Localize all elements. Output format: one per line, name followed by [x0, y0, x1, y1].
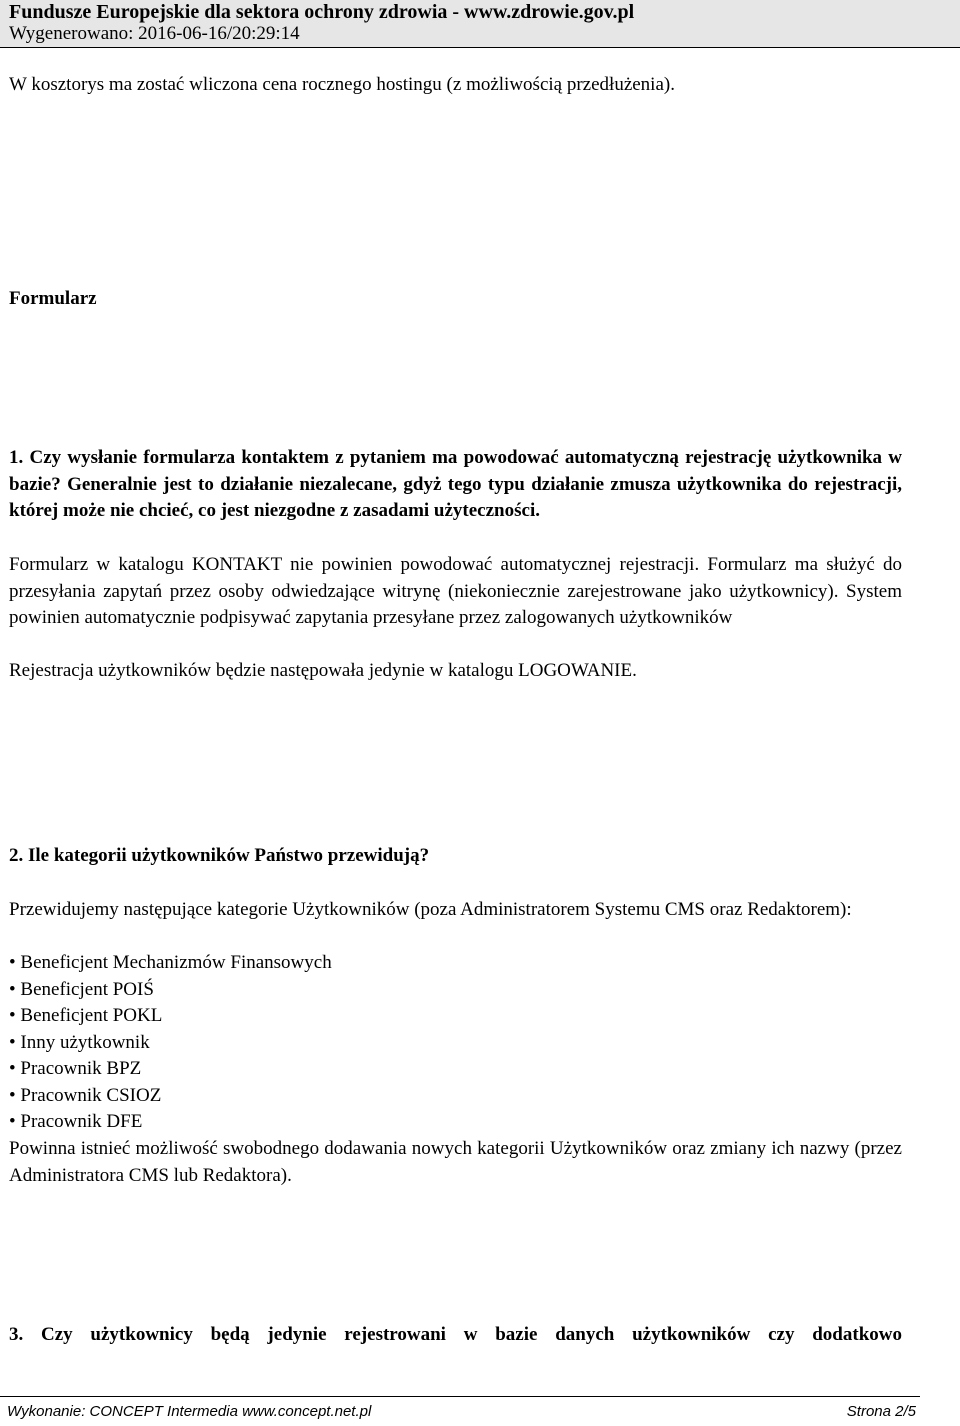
question-1: 1. Czy wysłanie formularza kontaktem z pytaniem ma powodować automatyczną rejestrację użytkownika w bazie? Generalnie jest to działanie niezalecane, gdyż tego typu działanie zmusza użytkownika do rejestracji, której może nie chcieć, co jest niezgodne z zasadami użyteczności.	[9, 447, 902, 521]
question-2: 2. Ile kategorii użytkowników Państwo przewidują?	[9, 845, 430, 866]
footer-credit: Wykonanie: CONCEPT Intermedia www.concept.net.pl	[7, 1403, 372, 1420]
list-item: • Beneficjent POKL	[9, 1003, 332, 1030]
list-item: • Pracownik BPZ	[9, 1056, 332, 1083]
list-item: • Pracownik CSIOZ	[9, 1083, 332, 1110]
page-header	[0, 0, 960, 47]
list-item: • Beneficjent Mechanizmów Finansowych	[9, 950, 332, 977]
user-category-list	[9, 950, 332, 1136]
header-divider	[0, 47, 960, 48]
answer-2-intro: Przewidujemy następujące kategorie Użytkowników (poza Administratorem Systemu CMS oraz Redaktorem):	[9, 899, 852, 920]
footer-divider	[0, 1396, 920, 1397]
list-item: • Beneficjent POIŚ	[9, 977, 332, 1004]
page-number: Strona 2/5	[846, 1403, 916, 1420]
answer-1: Formularz w katalogu KONTAKT nie powinien powodować automatycznej rejestracji. Formularz ma służyć do przesyłania zapytań przez osoby odwiedzające witrynę (niekoniecznie zarejestrowane jako użytkownicy). System powinien automatycznie podpisywać zapytania przesyłane przez zalogowanych użytkowników	[9, 554, 902, 628]
header-generated-timestamp: Wygenerowano: 2016-06-16/20:29:14	[9, 23, 300, 44]
list-item: • Inny użytkownik	[9, 1030, 332, 1057]
list-item: • Pracownik DFE	[9, 1109, 332, 1136]
answer-1-note: Rejestracja użytkowników będzie następowała jedynie w katalogu LOGOWANIE.	[9, 660, 637, 681]
intro-paragraph: W kosztorys ma zostać wliczona cena rocznego hostingu (z możliwością przedłużenia).	[9, 74, 675, 95]
question-3: 3. Czy użytkownicy będą jedynie rejestrowani w bazie danych użytkowników czy dodatkowo	[9, 1324, 902, 1345]
answer-2-outro: Powinna istnieć możliwość swobodnego dodawania nowych kategorii Użytkowników oraz zmiany ich nazwy (przez Administratora CMS lub Redaktora).	[9, 1138, 902, 1186]
header-title: Fundusze Europejskie dla sektora ochrony zdrowia - www.zdrowie.gov.pl	[9, 1, 635, 23]
section-title: Formularz	[9, 288, 97, 309]
